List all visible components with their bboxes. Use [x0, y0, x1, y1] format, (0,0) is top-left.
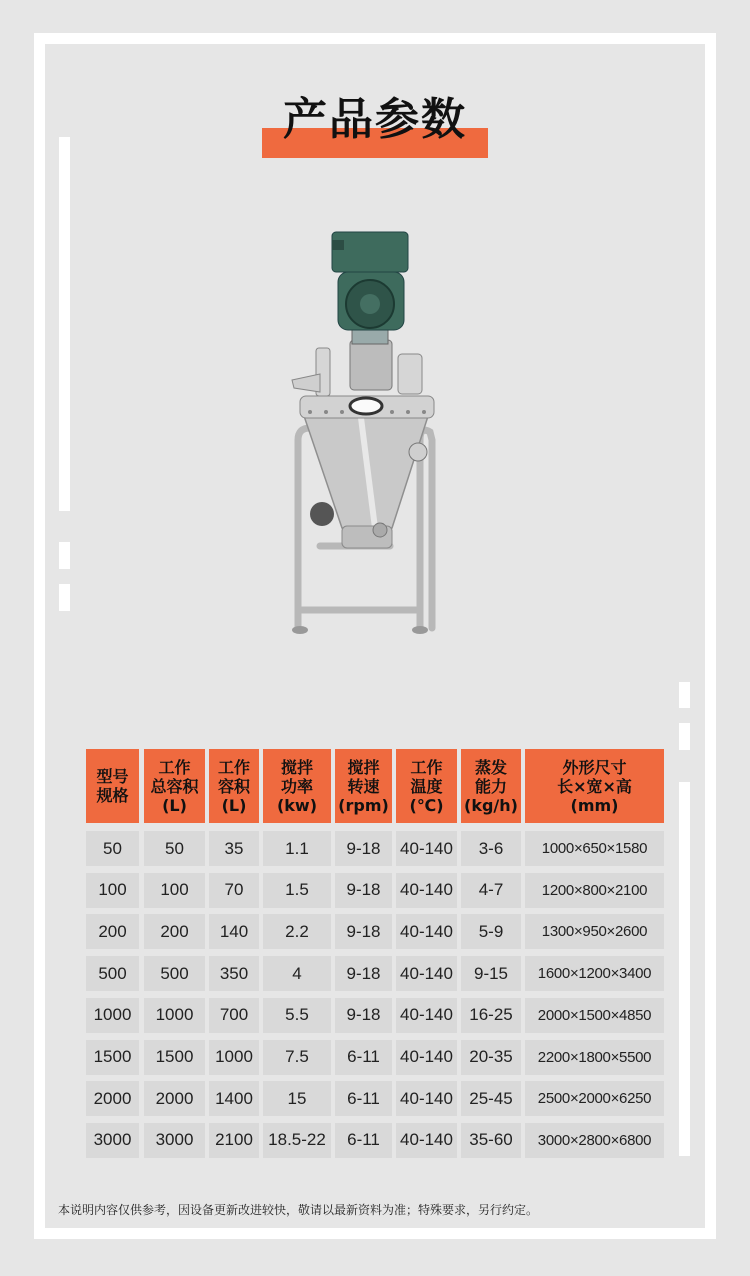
- table-cell: 40-140: [396, 1123, 457, 1158]
- table-cell: 100: [144, 873, 205, 908]
- table-cell: 2000: [86, 1081, 139, 1116]
- header-text: (kg/h): [464, 795, 518, 815]
- table-cell: 40-140: [396, 831, 457, 866]
- table-cell: 1600×1200×3400: [525, 956, 664, 991]
- table-header-cell: [396, 749, 457, 823]
- table-cell: 1.5: [263, 873, 331, 908]
- header-text: 工作: [410, 757, 443, 777]
- table-cell: 40-140: [396, 956, 457, 991]
- table-cell: 35: [209, 831, 259, 866]
- table-cell: 1300×950×2600: [525, 914, 664, 949]
- table-cell: 4: [263, 956, 331, 991]
- table-header-cell: [144, 749, 205, 823]
- table-header-cell: [461, 749, 521, 823]
- header-text: (rpm): [338, 795, 389, 815]
- table-cell: 9-18: [335, 998, 392, 1033]
- product-image: [280, 228, 455, 638]
- header-text: 长×宽×高: [557, 776, 632, 796]
- header-text: 搅拌: [347, 757, 380, 777]
- table-cell: 7.5: [263, 1040, 331, 1075]
- header-text: 温度: [410, 776, 443, 796]
- table-cell: 9-18: [335, 956, 392, 991]
- header-text: (kw): [276, 795, 318, 815]
- footer-note: 本说明内容仅供参考，因设备更新改进较快，敬请以最新资料为准；特殊要求，另行约定。: [58, 1203, 539, 1217]
- table-cell: 1000: [86, 998, 139, 1033]
- table-cell: 140: [209, 914, 259, 949]
- deco-bar: [59, 542, 70, 569]
- header-text: 工作: [158, 757, 191, 777]
- table-cell: 1500: [86, 1040, 139, 1075]
- table-cell: 200: [86, 914, 139, 949]
- table-cell: 9-18: [335, 914, 392, 949]
- table-cell: 2500×2000×6250: [525, 1081, 664, 1116]
- header-text: 总容积: [150, 776, 199, 796]
- table-cell: 50: [144, 831, 205, 866]
- header-text: 蒸发: [474, 757, 507, 777]
- table-cell: 5.5: [263, 998, 331, 1033]
- header-text: 转速: [347, 776, 380, 796]
- table-cell: 70: [209, 873, 259, 908]
- table-cell: 3-6: [461, 831, 521, 866]
- deco-bar: [59, 584, 70, 611]
- table-cell: 3000: [144, 1123, 205, 1158]
- header-text: 工作: [217, 757, 250, 777]
- table-cell: 15: [263, 1081, 331, 1116]
- table-cell: 40-140: [396, 914, 457, 949]
- table-cell: 9-18: [335, 831, 392, 866]
- table-cell: 2000×1500×4850: [525, 998, 664, 1033]
- table-cell: 6-11: [335, 1123, 392, 1158]
- table-cell: 1400: [209, 1081, 259, 1116]
- table-cell: 1500: [144, 1040, 205, 1075]
- table-cell: 40-140: [396, 873, 457, 908]
- table-cell: 5-9: [461, 914, 521, 949]
- header-text: (mm): [570, 795, 619, 815]
- deco-bar: [679, 682, 690, 708]
- table-header-cell: [263, 749, 331, 823]
- table-cell: 1200×800×2100: [525, 873, 664, 908]
- table-cell: 3000×2800×6800: [525, 1123, 664, 1158]
- table-cell: 6-11: [335, 1040, 392, 1075]
- table-cell: 2200×1800×5500: [525, 1040, 664, 1075]
- table-cell: 2.2: [263, 914, 331, 949]
- header-text: 规格: [96, 786, 129, 805]
- header-text: (℃): [409, 795, 444, 815]
- table-cell: 40-140: [396, 1040, 457, 1075]
- page-title-block: [262, 92, 488, 158]
- table-cell: 200: [144, 914, 205, 949]
- table-cell: 3000: [86, 1123, 139, 1158]
- table-header-cell: [335, 749, 392, 823]
- table-cell: 2000: [144, 1081, 205, 1116]
- header-text: 功率: [280, 776, 313, 796]
- table-cell: 700: [209, 998, 259, 1033]
- table-cell: 100: [86, 873, 139, 908]
- table-cell: 2100: [209, 1123, 259, 1158]
- table-header-cell: [86, 749, 139, 823]
- header-text: (L): [221, 795, 247, 815]
- table-cell: 40-140: [396, 1081, 457, 1116]
- table-cell: 500: [144, 956, 205, 991]
- page-title: 产品参数: [283, 94, 467, 145]
- deco-bar: [59, 137, 70, 511]
- table-cell: 25-45: [461, 1081, 521, 1116]
- deco-bar: [679, 782, 690, 1156]
- header-text: 搅拌: [280, 757, 313, 777]
- header-text: 外形尺寸: [562, 757, 627, 777]
- table-cell: 50: [86, 831, 139, 866]
- table-cell: 1000: [144, 998, 205, 1033]
- table-cell: 1000: [209, 1040, 259, 1075]
- table-cell: 20-35: [461, 1040, 521, 1075]
- table-cell: 350: [209, 956, 259, 991]
- deco-bar: [679, 723, 690, 750]
- table-cell: 9-15: [461, 956, 521, 991]
- table-cell: 6-11: [335, 1081, 392, 1116]
- header-text: 容积: [217, 776, 250, 796]
- header-text: (L): [162, 795, 187, 815]
- table-cell: 35-60: [461, 1123, 521, 1158]
- table-header-cell: [525, 749, 664, 823]
- table-cell: 18.5-22: [263, 1123, 331, 1158]
- table-cell: 1000×650×1580: [525, 831, 664, 866]
- table-cell: 9-18: [335, 873, 392, 908]
- table-cell: 1.1: [263, 831, 331, 866]
- table-cell: 40-140: [396, 998, 457, 1033]
- header-text: 能力: [474, 776, 507, 796]
- header-text: 型号: [96, 767, 129, 786]
- table-cell: 16-25: [461, 998, 521, 1033]
- table-cell: 500: [86, 956, 139, 991]
- table-cell: 4-7: [461, 873, 521, 908]
- table-header-cell: [209, 749, 259, 823]
